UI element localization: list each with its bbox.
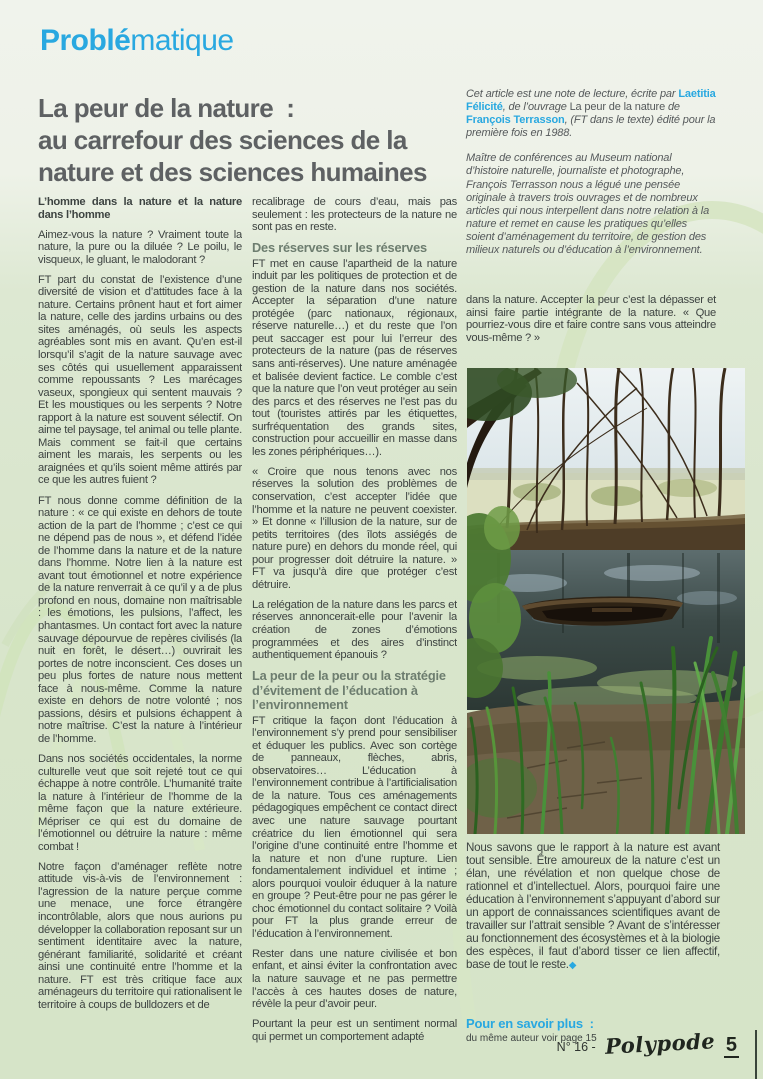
paragraph: FT met en cause l’apartheid de la nature induit par les politiques de protection et de gestion de la nature dans nos sociétés. Accepter la séparation d’une nature protégée (parc nationaux, régionaux, réserve naturelle…) et du reste que l’on peut saccager est pour lui l’erreur des protecteurs de la nature (pas de réserves sans anti-réserves). Une nature aménagée et balisée devient factice. Le comble c’est que la nature que l’on veut protéger au sein des parcs et des réserves ne l’est pas du tout (touristes attirés par les étiquettes, surfréquentation des grands sites, construction pour accueillir en masse dans les zones périphériques…). [252, 257, 457, 458]
paragraph: « Croire que nous tenons avec nos réserves la solution des problèmes de conservation, c’est accepter l’idée que l’homme et la nature ne peuvent coexister. » Et donne « l’illusion de la nature, sur de petits territoires (des îlots assiégés de nature pure) en dehors du monde réel, qui pour progresser doit détruire la nature. » FT va jusqu’à dire que protéger c’est détruire. [252, 465, 457, 591]
article-title [38, 92, 468, 188]
paragraph [466, 841, 720, 972]
paragraph: FT critique la façon dont l’éducation à l’environnement s’y prend pour sensibiliser et éduquer les publics. Avec son cortège de panneaux, flèches, abris, observatoires… L’éducation à l’environnement contribue à l’artificialisation de la nature. Tous ces aménagements pédagogiques empêchent ce contact direct avec une nature sauvage pourtant créatrice du lien émotionnel qui sera l’origine d’une continuité entre l’homme et la nature et non d’une rupture. Lien fondamentalement individuel et intime ; alors pourquoi vouloir éduquer à la nature en groupe ? Peut-être pour ne pas gérer le choc émotionnel du contact solitaire ? Voilà pour FT la plus grande erreur de l’éducation à l’environnement. [252, 714, 457, 940]
diamond-end-mark-icon: ◆ [568, 960, 577, 972]
subheading-reserves: Des réserves sur les réserves [252, 240, 427, 256]
paragraph: Rester dans une nature civilisée et bon enfant, et ainsi éviter la confrontation avec la nature sauvage et ne pas permettre l’accès à ces hautes doses de nature, révèle la peur d’avoir peur. [252, 947, 457, 1011]
intro-text: , de l’ouvrage [502, 101, 570, 114]
more-info-text: du même auteur voir page 15 [466, 1033, 597, 1044]
paragraph: FT nous donne comme définition de la nature : « ce qui existe en dehors de toute action de la part de l’homme ; c’est ce qui ne dépend pas de nous », et défend l’idée de l’homme dans la nature et de la nature dans l’homme. Notre lien à la nature est avant tout émotionnel et notre expérience de la nature renverrait à ce qu’il y a de plus profond en nous, domaine non maîtrisable : les émotions, les pulsions, l’affect, les phantasmes. Un contact fort avec la nature sauvage dépourvue de repères civilisés (la nuit en forêt, le désert…) ouvrirait les portes de notre inconscient. Ces doses un peu plus fortes de nature nous mettent face à nous-même. Comme la nature existe en dehors de notre volonté ; nos passions, désirs et pulsions échappent à notre maîtrise. C’est la nature à l’intérieur de l’homme. [38, 494, 242, 745]
paragraph: FT part du constat de l’existence d’une diversité de vision et d’attitudes face à la nature. Certains prônent haut et fort aimer la nature, celle des jardins urbains ou des sites aménagés, où seuls les aspects agréables sont mis en avant. Qu’en est-il lorsqu’il s’agit de la nature sauvage avec ses côtés qui usuellement apparaissent comme repoussants ? Les marécages vaseux, spongieux qui sentent mauvais ? Et les moustiques ou les serpents ? Notre rapport à la nature est souvent sélectif. On aime tel paysage, tel animal ou telle plante. Mais comment se fait-il que certains aiment les marais, les serpents ou les araignées et qu’ils soient même attirés par ce que les autres fuient ? [38, 273, 242, 487]
more-info-label: Pour en savoir plus : [466, 1016, 594, 1031]
book-title: La peur de la nature [569, 101, 666, 114]
magazine-brand: Polypode [604, 1028, 716, 1059]
page-number: 5 [725, 1034, 737, 1056]
intro-text: Cet article est une note de lecture, écrite par [466, 88, 679, 100]
page-footer [556, 1028, 739, 1059]
title-line-2: au carrefour des sciences de la [38, 125, 407, 155]
text-column-2 [252, 196, 457, 1048]
subheading-peur-de-la-peur: La peur de la peur ou la stratégie d’évitement de l’éducation à l’environnement [252, 668, 446, 713]
marsh-pond-boat-photo [467, 368, 745, 834]
intro-text: , (FT dans le texte) édité pour la première fois en 1988. [466, 114, 716, 140]
paragraph: Notre façon d’aménager reflète notre attitude vis-à-vis de l’environnement : l’agression de la nature perçue comme une menace, une force étrangère incontrôlable, alors que nous aurions pu développer la collaboration reposant sur un sentiment identitaire avec la nature, générant familiarité, solidarité et créant ainsi une continuité entre l’homme et la nature. FT est très critique face aux aménageurs du territoire qui rationalisent le territoire à coups de bulldozers et de [38, 860, 242, 1011]
intro-paragraph-2: Maître de conférences au Museum national d’histoire naturelle, journaliste et photographe, François Terrasson nous a légué une pensée originale à travers trois ouvrages et de nombreux articles qui nous interpellent dans notre relation à la nature et remet en cause les pratiques qu’elles soient d’aménagement du territoire, de gestion des milieux naturels ou d’éducation à l’environnement. [466, 152, 710, 257]
intro-paragraph-1 [466, 88, 716, 140]
paragraph: recalibrage de cours d’eau, mais pas seulement : les protecteurs de la nature ne sont pas en reste. [252, 196, 457, 234]
paragraph: Aimez-vous la nature ? Vraiment toute la nature, la pure ou la diluée ? Le poilu, le visqueux, le gluant, le malodorant ? [38, 228, 242, 266]
author-name: François Terrasson [466, 114, 565, 127]
title-line-3: nature et des sciences humaines [38, 157, 427, 187]
title-line-1: La peur de la nature : [38, 93, 295, 123]
paragraph: Dans nos sociétés occidentales, la norme culturelle veut que soit rejeté tout ce qui échappe à notre contrôle. L’humanité traite la nature à l’intérieur de l’homme de la même façon que la nature extérieure. Mépriser ce qui est du domaine de l’émotionnel ou détruire la nature : même combat ! [38, 752, 242, 853]
photo-illustration [467, 368, 745, 834]
text-column-1 [38, 196, 242, 1048]
column1-heading: L’homme dans la nature et la nature dans l’homme [38, 196, 242, 221]
paragraph: dans la nature. Accepter la peur c’est la dépasser et ainsi faire partie intégrante de la nature. « Que pourriez-vous dire et faire contre sans vous atteindre vous-même ? » [466, 294, 716, 344]
footer-edge-line [755, 1030, 758, 1079]
author-name: Laetitia Félicité [466, 88, 716, 114]
paragraph: La relégation de la nature dans les parcs et réserves annoncerait-elle pour l’avenir la création de zones d’émotions programmées et des aires d’instinct authentiquement épanouis ? [252, 598, 457, 662]
text-column-3-closing [466, 841, 720, 972]
masthead-bold-part: Problé [40, 24, 131, 57]
section-masthead [40, 24, 234, 58]
issue-number: N° 16 - [556, 1040, 596, 1054]
text-column-3-continuation [466, 294, 716, 352]
closing-text: Nous savons que le rapport à la nature est avant tout sensible. Être amoureux de la nature c’est un élan, une révélation et non quelque chose de rationnel et d’intellectuel. Alors, pourquoi faire une éducation à l’environnement s’appuyant d’abord sur un apport de connaissances scientifiques avant de travailler sur l’attrait sensible ? Avant de s’intéresser au fonctionnement des écosystèmes et à la biologie des espèces, il faut d’abord tisser ce lien affectif, base de tout le reste. [466, 841, 720, 972]
intro-text: de [665, 101, 680, 114]
intro-note [466, 88, 716, 269]
paragraph: Pourtant la peur est un sentiment normal qui permet un comportement adapté [252, 1018, 457, 1043]
masthead-regular-part: matique [130, 24, 234, 57]
